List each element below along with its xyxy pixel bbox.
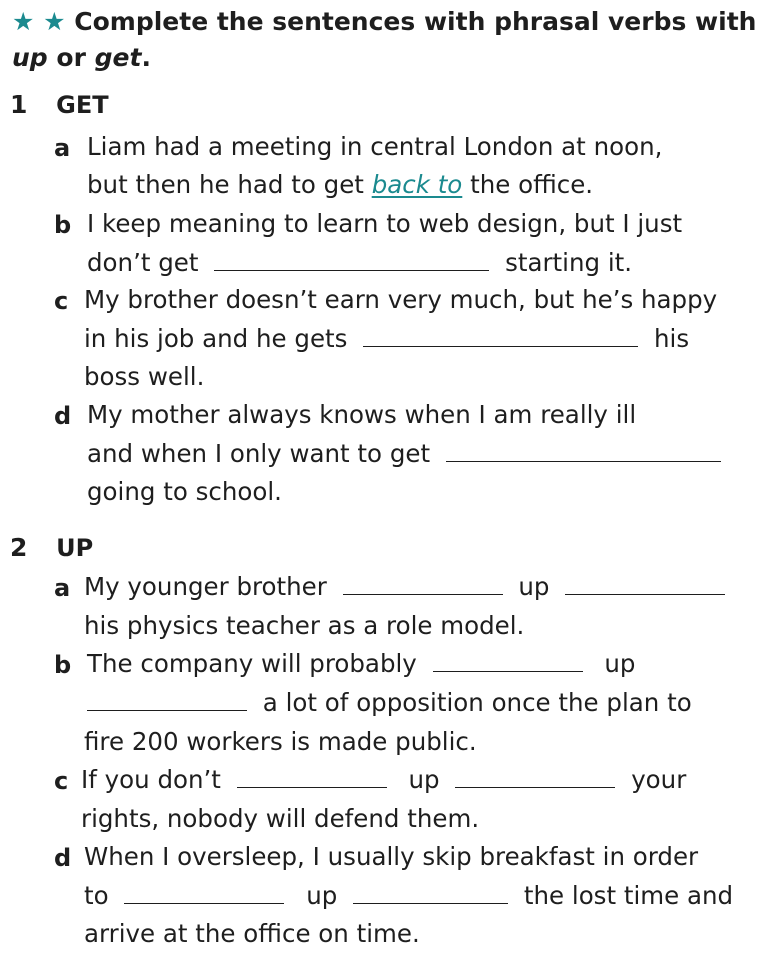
sentence-line: his physics teacher as a role model.: [84, 611, 525, 640]
sentence-line: My brother doesn’t earn very much, but he’s happy: [84, 285, 718, 314]
instruction-text: Complete the sentences with phrasal verbs with: [74, 7, 757, 36]
sentence-text: a lot of opposition once the plan to: [262, 688, 692, 717]
sentence-line: going to school.: [87, 477, 282, 506]
sentence-line: I keep meaning to learn to web design, but I just: [87, 209, 683, 238]
section-1-header: [10, 90, 109, 119]
term-up: up: [12, 43, 48, 72]
sentence-text: up: [306, 881, 338, 910]
answer-blank[interactable]: [455, 765, 615, 788]
sentence-line: [87, 248, 632, 278]
item-letter: b: [54, 211, 72, 239]
sentence-line: [84, 324, 689, 354]
item-letter: c: [54, 767, 69, 795]
section-title: GET: [56, 91, 109, 119]
sentence-text: up: [408, 765, 440, 794]
difficulty-stars-icon: ★ ★: [12, 7, 66, 36]
item-letter: d: [54, 402, 72, 430]
sentence-line: boss well.: [84, 362, 205, 391]
sentence-line: [87, 439, 721, 469]
answer-blank[interactable]: [124, 881, 284, 904]
sentence-line: My mother always knows when I am really ill: [87, 400, 637, 429]
item-letter: d: [54, 844, 72, 872]
sentence-text: My younger brother: [84, 572, 327, 601]
item-letter: a: [54, 574, 71, 602]
section-number: 1: [10, 90, 28, 119]
sentence-text: to: [84, 881, 109, 910]
sentence-line: [87, 170, 593, 200]
sentence-line: [87, 688, 692, 718]
section-number: 2: [10, 533, 28, 562]
sentence-line: arrive at the office on time.: [84, 919, 420, 948]
sentence-text: in his job and he gets: [84, 324, 348, 353]
answer-blank[interactable]: [363, 324, 638, 347]
answer-blank[interactable]: [87, 688, 247, 711]
sentence-line: [84, 881, 733, 911]
answer-blank[interactable]: [565, 572, 725, 595]
example-answer: back to: [371, 170, 463, 199]
answer-blank[interactable]: [446, 439, 721, 462]
answer-blank[interactable]: [343, 572, 503, 595]
sentence-text: the lost time and: [523, 881, 734, 910]
sentence-text: If you don’t: [81, 765, 221, 794]
section-title: UP: [56, 534, 94, 562]
instruction-connector: or: [56, 43, 86, 72]
sentence-text: starting it.: [505, 248, 633, 277]
sentence-text: your: [631, 765, 687, 794]
sentence-text: don’t get: [87, 248, 199, 277]
sentence-text: up: [604, 649, 636, 678]
answer-blank[interactable]: [433, 649, 583, 672]
sentence-text: and when I only want to get: [87, 439, 431, 468]
term-get: get: [94, 43, 142, 72]
sentence-line: [81, 765, 686, 795]
exercise-instructions: [12, 4, 762, 76]
sentence-line: rights, nobody will defend them.: [81, 804, 480, 833]
item-letter: c: [54, 287, 69, 315]
answer-blank[interactable]: [353, 881, 508, 904]
sentence-line: [84, 572, 725, 602]
sentence-line: [87, 649, 636, 679]
sentence-line: When I oversleep, I usually skip breakfast in order: [84, 842, 699, 871]
answer-blank[interactable]: [214, 248, 489, 271]
answer-blank[interactable]: [237, 765, 387, 788]
section-2-header: [10, 533, 93, 562]
sentence-text: the office.: [470, 170, 594, 199]
item-letter: a: [54, 134, 71, 162]
sentence-text: The company will probably: [87, 649, 417, 678]
sentence-text: but then he had to get: [87, 170, 364, 199]
sentence-text: up: [518, 572, 550, 601]
sentence-text: his: [654, 324, 690, 353]
item-letter: b: [54, 651, 72, 679]
sentence-line: Liam had a meeting in central London at noon,: [87, 132, 663, 161]
sentence-line: fire 200 workers is made public.: [84, 727, 477, 756]
instruction-end: .: [141, 43, 151, 72]
